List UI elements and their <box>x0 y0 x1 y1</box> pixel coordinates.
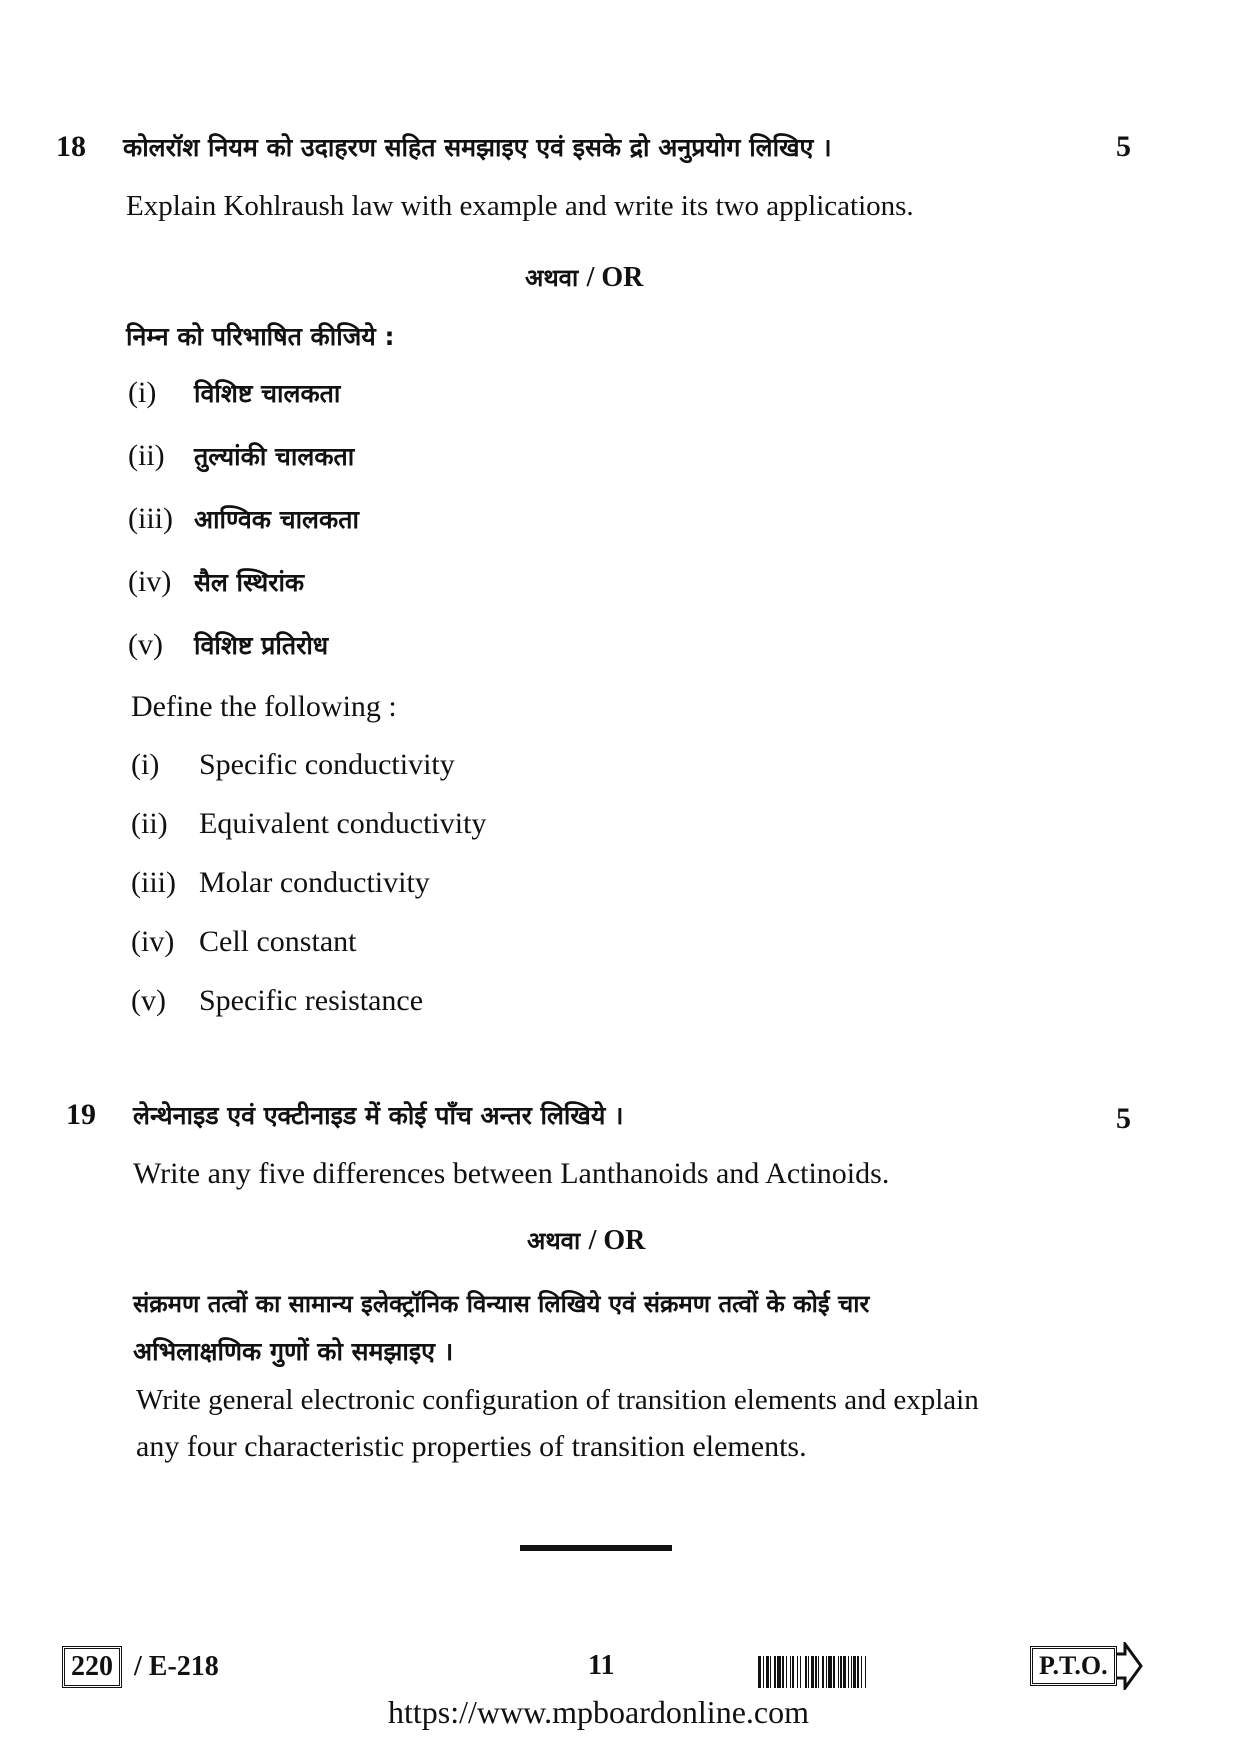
item-text: Specific resistance <box>199 984 424 1017</box>
question-19-marks: 5 <box>1116 1102 1131 1135</box>
question-19-alt-hindi-line2: अभिलाक्षणिक गुणों को समझाइए । <box>133 1337 454 1366</box>
question-19-alt-english-line1: Write general electronic configuration of transition elements and explain <box>136 1384 979 1416</box>
page-number: 11 <box>588 1650 615 1681</box>
question-19-number: 19 <box>66 1098 96 1131</box>
item-text: Specific conductivity <box>199 748 455 781</box>
or-english: / OR <box>586 262 644 293</box>
question-19-hindi: लेन्थेनाइड एवं एक्टीनाइड में कोई पाँच अन्तर लिखिये । <box>133 1101 624 1130</box>
barcode-gap <box>866 1656 868 1688</box>
question-18-hindi: कोलरॉश नियम को उदाहरण सहित समझाइए एवं इसके द्रो अनुप्रयोग लिखिए । <box>123 133 832 162</box>
list-item <box>131 866 486 925</box>
item-text: तुल्यांकी चालकता <box>194 442 355 471</box>
item-label: (ii) <box>131 807 168 840</box>
arrow-right-icon <box>1117 1642 1143 1690</box>
item-label: (iii) <box>131 866 176 899</box>
item-label: (iv) <box>131 925 175 958</box>
list-item <box>128 628 359 691</box>
section-divider <box>520 1545 672 1551</box>
or-english: / OR <box>588 1225 646 1256</box>
question-18-alt-english-intro: Define the following : <box>131 690 397 723</box>
item-text: Equivalent conductivity <box>199 807 487 840</box>
item-label: (v) <box>131 984 166 1017</box>
paper-code <box>62 1646 219 1688</box>
item-text: विशिष्ट चालकता <box>194 379 341 408</box>
question-18-or-separator <box>525 261 643 294</box>
question-19-or-separator <box>527 1224 645 1257</box>
pto-indicator <box>1030 1642 1143 1690</box>
barcode <box>758 1656 1012 1688</box>
item-text: विशिष्ट प्रतिरोध <box>194 631 329 660</box>
list-item <box>131 925 486 984</box>
set-code: / E-218 <box>134 1651 219 1682</box>
list-item <box>131 807 486 866</box>
question-19-alt-english-line2: any four characteristic properties of transition elements. <box>136 1430 807 1463</box>
list-item <box>128 439 359 502</box>
item-label: (ii) <box>128 439 165 472</box>
question-18-alt-hindi-list <box>128 376 359 691</box>
question-18-alt-hindi-intro: निम्न को परिभाषित कीजिये : <box>126 322 395 351</box>
or-hindi: अथवा <box>527 1227 581 1255</box>
item-label: (i) <box>131 748 160 781</box>
item-text: Cell constant <box>199 925 357 958</box>
list-item <box>131 748 486 807</box>
or-hindi: अथवा <box>525 264 579 292</box>
question-19-english: Write any five differences between Lanthanoids and Actinoids. <box>133 1157 890 1190</box>
question-19-alt-hindi-line1: संक्रमण तत्वों का सामान्य इलेक्ट्रॉनिक विन्यास लिखिये एवं संक्रमण तत्वों के कोई चार <box>133 1290 870 1318</box>
item-text: सैल स्थिरांक <box>194 568 305 597</box>
paper-code-box: 220 <box>62 1646 122 1688</box>
question-18-english: Explain Kohlraush law with example and write its two applications. <box>126 190 914 222</box>
item-text: Molar conductivity <box>199 866 430 899</box>
item-label: (i) <box>128 376 157 409</box>
list-item <box>131 984 486 1043</box>
website-url: https://www.mpboardonline.com <box>388 1694 809 1730</box>
list-item <box>128 565 359 628</box>
item-text: आण्विक चालकता <box>194 505 359 534</box>
list-item <box>128 376 359 439</box>
item-label: (iii) <box>128 502 173 535</box>
item-label: (iv) <box>128 565 172 598</box>
question-18-number: 18 <box>56 130 86 163</box>
pto-label: P.T.O. <box>1030 1646 1117 1686</box>
list-item <box>128 502 359 565</box>
question-18-marks: 5 <box>1116 130 1131 163</box>
item-label: (v) <box>128 628 163 661</box>
question-18-alt-english-list <box>131 748 486 1043</box>
